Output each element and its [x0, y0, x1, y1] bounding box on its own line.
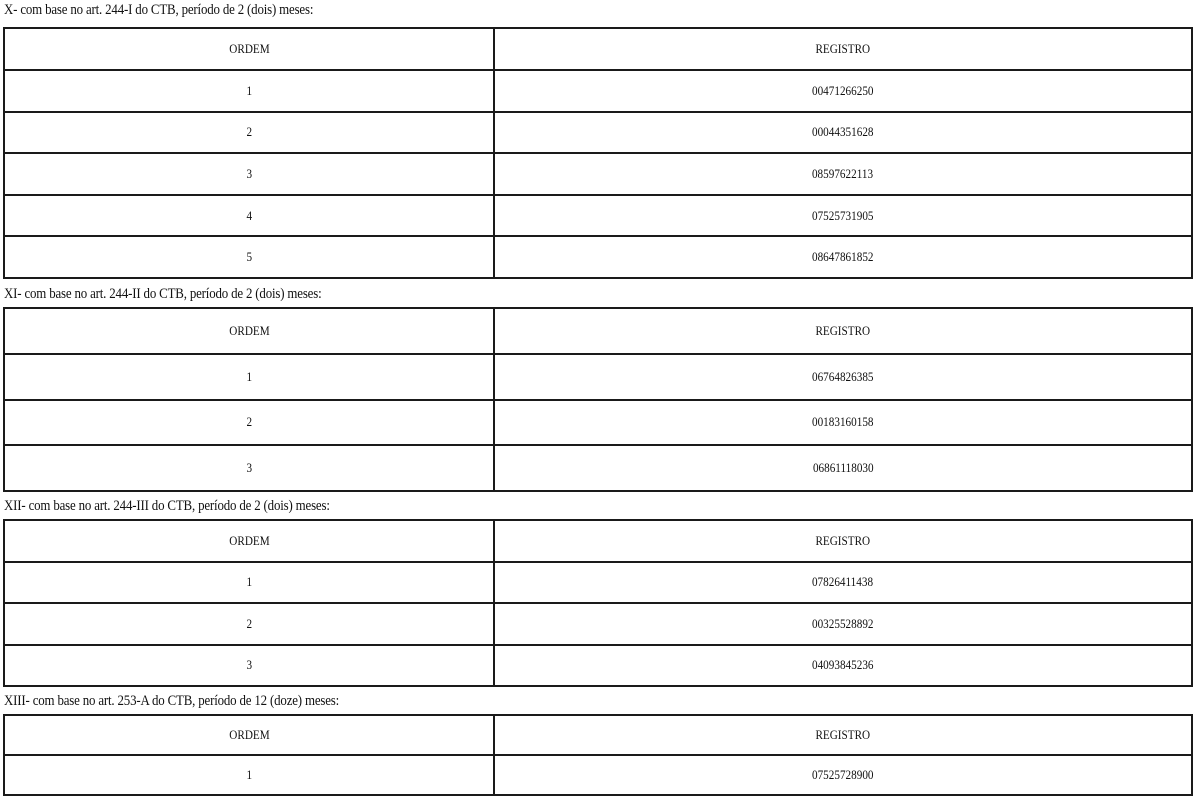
header-registro: REGISTRO	[494, 308, 1192, 354]
cell-ordem: 1	[4, 70, 494, 112]
table-row	[4, 354, 1192, 400]
cell-ordem: 3	[4, 445, 494, 491]
table-header-row	[4, 28, 1192, 70]
table-row	[4, 195, 1192, 237]
cell-ordem: 2	[4, 400, 494, 446]
cell-registro: 07525728900	[494, 755, 1192, 795]
header-ordem: ORDEM	[4, 28, 494, 70]
section-caption-xi: XI- com base no art. 244-II do CTB, período de 2 (dois) meses:	[4, 286, 322, 302]
table-row	[4, 603, 1192, 645]
cell-registro: 07525731905	[494, 195, 1192, 237]
registry-table-xii	[3, 519, 1193, 687]
registry-table-xiii	[3, 714, 1193, 796]
table-row	[4, 445, 1192, 491]
table-row	[4, 112, 1192, 154]
cell-ordem: 2	[4, 112, 494, 154]
registry-table-x	[3, 27, 1193, 279]
header-registro: REGISTRO	[494, 28, 1192, 70]
table-header-row	[4, 715, 1192, 755]
cell-registro: 00183160158	[494, 400, 1192, 446]
table-row	[4, 755, 1192, 795]
header-ordem: ORDEM	[4, 715, 494, 755]
table-row	[4, 645, 1192, 687]
cell-registro: 07826411438	[494, 562, 1192, 604]
cell-registro: 08597622113	[494, 153, 1192, 195]
registry-table-xi	[3, 307, 1193, 492]
header-ordem: ORDEM	[4, 520, 494, 562]
cell-ordem: 1	[4, 562, 494, 604]
header-registro: REGISTRO	[494, 715, 1192, 755]
cell-ordem: 1	[4, 755, 494, 795]
header-ordem: ORDEM	[4, 308, 494, 354]
table-row	[4, 70, 1192, 112]
table-row	[4, 153, 1192, 195]
cell-registro: 04093845236	[494, 645, 1192, 687]
cell-ordem: 3	[4, 645, 494, 687]
cell-registro: 00325528892	[494, 603, 1192, 645]
section-caption-xii: XII- com base no art. 244-III do CTB, período de 2 (dois) meses:	[4, 498, 330, 514]
cell-ordem: 1	[4, 354, 494, 400]
cell-registro: 06861118030	[494, 445, 1192, 491]
cell-ordem: 5	[4, 236, 494, 278]
header-registro: REGISTRO	[494, 520, 1192, 562]
cell-registro: 08647861852	[494, 236, 1192, 278]
table-header-row	[4, 308, 1192, 354]
table-row	[4, 236, 1192, 278]
table-header-row	[4, 520, 1192, 562]
cell-registro: 06764826385	[494, 354, 1192, 400]
cell-registro: 00044351628	[494, 112, 1192, 154]
table-row	[4, 400, 1192, 446]
section-caption-x: X- com base no art. 244-I do CTB, período de 2 (dois) meses:	[4, 2, 314, 18]
cell-ordem: 4	[4, 195, 494, 237]
cell-ordem: 2	[4, 603, 494, 645]
section-caption-xiii: XIII- com base no art. 253-A do CTB, período de 12 (doze) meses:	[4, 693, 340, 709]
cell-ordem: 3	[4, 153, 494, 195]
cell-registro: 00471266250	[494, 70, 1192, 112]
table-row	[4, 562, 1192, 604]
